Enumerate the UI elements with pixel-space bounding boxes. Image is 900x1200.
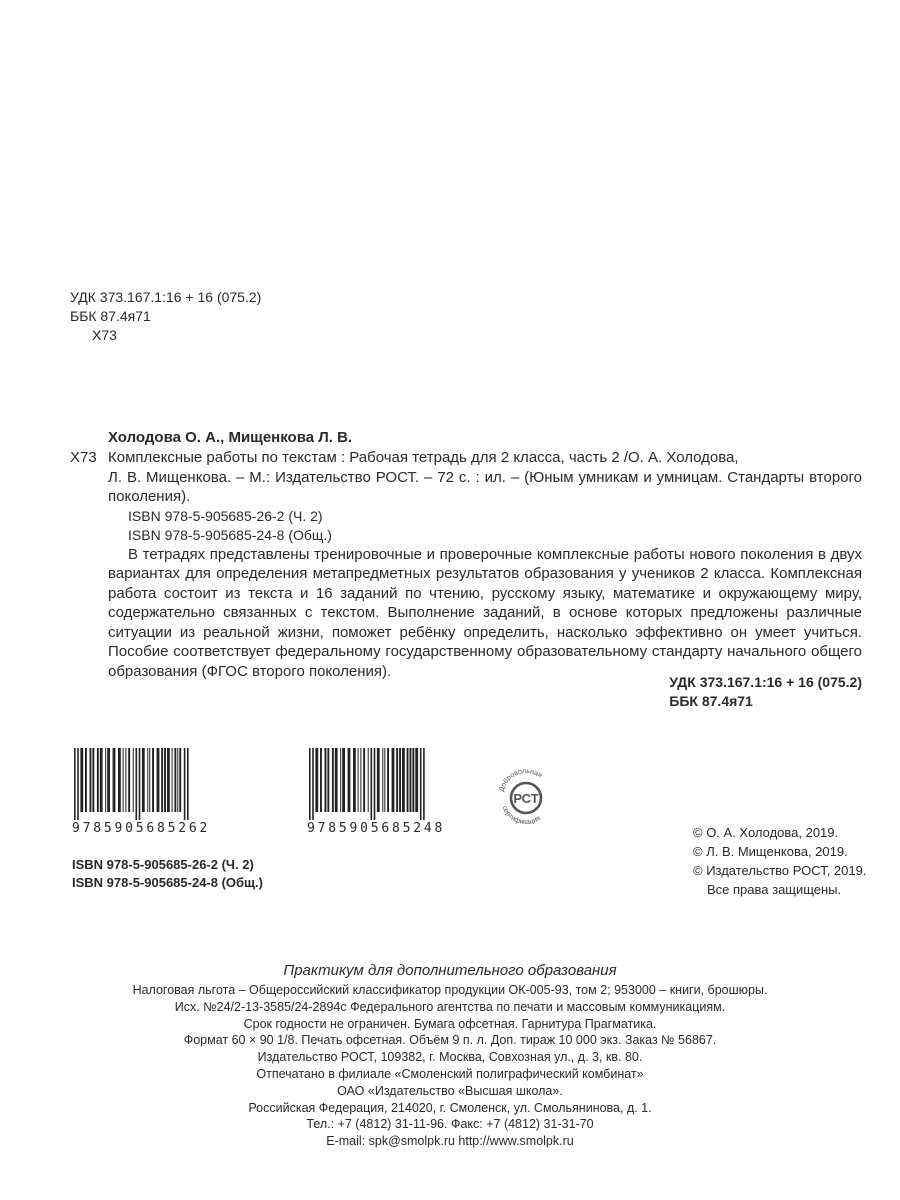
copyright-block	[693, 823, 866, 899]
certification-top-text: Добровольная	[498, 767, 544, 793]
copyright-author-2: © Л. В. Мищенкова, 2019.	[693, 844, 848, 859]
imprint-block	[0, 960, 900, 1150]
imprint-line: Формат 60 × 90 1/8. Печать офсетная. Объём 9 п. л. Доп. тираж 10 000 экз. Заказ № 56867.	[183, 1033, 717, 1048]
barcode-icon	[72, 748, 222, 820]
imprint-line: Отпечатано в филиале «Смоленский полиграфический комбинат»	[256, 1066, 644, 1081]
barcode-part	[72, 748, 222, 836]
isbn-general: ISBN 978-5-905685-24-8 (Общ.)	[128, 526, 332, 543]
bbk-code: ББК 87.4я71	[70, 308, 151, 324]
imprint-line: E-mail: spk@smolpk.ru http://www.smolpk.ru	[326, 1134, 574, 1149]
certification-mark-icon	[495, 765, 557, 827]
udk-code: УДК 373.167.1:16 + 16 (075.2)	[70, 289, 262, 305]
imprint-line: Российская Федерация, 214020, г. Смоленск, ул. Смольянинова, д. 1.	[248, 1100, 652, 1115]
copyright-publisher: © Издательство РОСТ, 2019.	[693, 863, 867, 878]
imprint-line: Тел.: +7 (4812) 31-11-96. Факс: +7 (4812) 31-31-70	[306, 1117, 594, 1132]
author-mark: Х73	[92, 327, 117, 343]
bbk-code: ББК 87.4я71	[669, 693, 753, 709]
imprint-line: Срок годности не ограничен. Бумага офсетная. Гарнитура Прагматика.	[243, 1016, 657, 1031]
isbn-block	[72, 856, 263, 892]
barcode-icon	[307, 748, 457, 820]
barcode-digits: 9785905685248	[307, 821, 446, 836]
imprint-line: ОАО «Издательство «Высшая школа».	[337, 1083, 563, 1098]
annotation-row	[70, 448, 862, 468]
isbn-part: ISBN 978-5-905685-26-2 (Ч. 2)	[128, 507, 323, 524]
copyright-author-1: © О. А. Холодова, 2019.	[693, 825, 839, 840]
rights-reserved: Все права защищены.	[707, 882, 842, 897]
barcode-general	[307, 748, 457, 836]
bibliographic-description	[70, 428, 862, 681]
certification-bottom-text: сертификация	[500, 805, 542, 827]
imprint-line: Исх. №24/2-13-3585/24-2894с Федерального агентства по печати и массовым коммуникациям.	[174, 999, 726, 1014]
udk-code: УДК 373.167.1:16 + 16 (075.2)	[669, 674, 862, 690]
annotation-line: Комплексные работы по текстам : Рабочая тетрадь для 2 класса, часть 2 /О. А. Холодова,	[108, 449, 739, 466]
author-mark: Х73	[70, 449, 97, 466]
isbn-general: ISBN 978-5-905685-24-8 (Общ.)	[72, 875, 263, 890]
authors: Холодова О. А., Мищенкова Л. В.	[108, 429, 353, 446]
udk-block-right	[669, 673, 862, 711]
annotation-continuation: Л. В. Мищенкова. – М.: Издательство РОСТ. – 72 с. : ил. – (Юным умникам и умницам. Стандарты второго поколения).	[108, 468, 862, 505]
certification-mark: РСТ	[513, 791, 539, 806]
isbn-part: ISBN 978-5-905685-26-2 (Ч. 2)	[72, 857, 254, 872]
imprint-line: Налоговая льгота – Общероссийский классификатор продукции ОК-005-93, том 2; 953000 – книги, брошюры.	[132, 983, 768, 997]
imprint-line: Издательство РОСТ, 109382, г. Москва, Совхозная ул., д. 3, кв. 80.	[257, 1050, 643, 1065]
barcode-digits: 9785905685262	[72, 821, 211, 836]
udk-block-top	[70, 288, 261, 345]
annotation-paragraph: В тетрадях представлены тренировочные и проверочные комплексные работы нового поколения в двух вариантах для определения метапредметных результатов образования у учеников 2 класса. Комплексная работа состоит из текста и 16 заданий по чтению, русскому языку, математике и окружающему миру, содержательно связанных с текстом. Выполнение заданий, в основе которых предложены различные ситуации из реальной жизни, поможет ребёнку определить, насколько эффективно он умеет учиться. Пособие соответствует федеральному государственному образовательному стандарту начального общего образования (ФГОС второго поколения).	[108, 545, 862, 680]
imprint-title: Практикум для дополнительного образования	[283, 962, 617, 979]
